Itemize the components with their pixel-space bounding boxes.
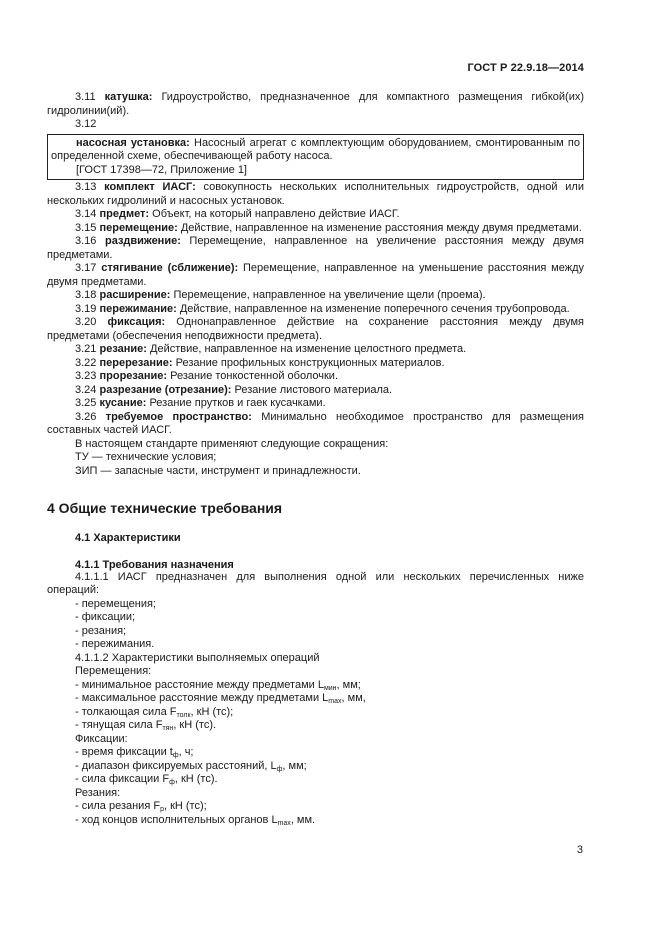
- definition-3-19: 3.19 пережимание: Действие, направленное на изменение поперечного сечения трубопровода.: [75, 302, 570, 315]
- cutting-title: Резания:: [75, 786, 121, 799]
- definition-3-22: 3.22 перерезание: Резание профильных конструкционных материалов.: [75, 356, 445, 369]
- cutting-item: - сила резания $F_р$, кН (тс);: [75, 800, 207, 813]
- definition-3-20: 3.20 фиксация: Однонаправленное действие на сохранение расстояния между двумя предметами (обеспечения неподвижности предмета).: [47, 316, 584, 342]
- abbreviations-intro: В настоящем стандарте применяют следующие сокращения:: [75, 437, 389, 450]
- definition-3-21: 3.21 резание: Действие, направленное на изменение целостного предмета.: [75, 343, 467, 355]
- definition-3-16: 3.16 раздвижение: Перемещение, направленное на увеличение расстояния между двумя предметами.: [47, 235, 584, 261]
- definition-3-23: 3.23 прорезание: Резание тонкостенной оболочки.: [75, 370, 338, 382]
- fixation-item: - диапазон фиксируемых расстояний, $L_ф$, мм;: [75, 759, 307, 773]
- definition-3-25: 3.25 кусание: Резание прутков и гаек кусачками.: [75, 397, 326, 409]
- movement-item: - минимальное расстояние между предметами $L_{мин}$, мм;: [75, 678, 361, 692]
- movement-title: Перемещения:: [75, 665, 152, 677]
- cutting-item: - ход концов исполнительных органов $L_{max}$, мм.: [75, 813, 316, 827]
- movement-item: - максимальное расстояние между предметами $L_{max}$, мм,: [75, 692, 366, 705]
- movement-item: - тянущая сила $F_{тян}$, кН (тс).: [75, 719, 217, 732]
- boxed-definition: насосная установка: Насосный агрегат с комплектующим оборудованием, смонтированным по определенной схеме, обеспечивающей работу насоса.: [51, 136, 580, 162]
- operation-item: - резания;: [75, 624, 127, 637]
- abbreviation-item: ТУ — технические условия;: [75, 451, 217, 463]
- definition-3-18: 3.18 расширение: Перемещение, направленное на увеличение щели (проема).: [75, 289, 486, 301]
- fixation-item: - сила фиксации $F_ф$, кН (тс).: [75, 773, 218, 786]
- section-4-heading: 4 Общие технические требования: [47, 500, 283, 516]
- movement-item: - толкающая сила $F_{толк}$, кН (тс);: [75, 705, 234, 719]
- definition-3-17: 3.17 стягивание (сближение): Перемещение, направленное на уменьшение расстояния между двумя предметами.: [47, 262, 584, 288]
- page-number: 3: [576, 844, 583, 856]
- abbreviation-item: ЗИП — запасные части, инструмент и принадлежности.: [75, 464, 361, 477]
- paragraph-4-1-1-1: 4.1.1.1 ИАСГ предназначен для выполнения одной или нескольких перечисленных ниже операций:: [47, 570, 584, 596]
- operation-item: - перемещения;: [75, 597, 156, 610]
- paragraph-4-1-1-2: 4.1.1.2 Характеристики выполняемых операций: [75, 651, 320, 664]
- definition-3-14: 3.14 предмет: Объект, на который направлено действие ИАСГ.: [75, 208, 400, 220]
- operation-item: - фиксации;: [75, 611, 136, 623]
- section-4-1-heading: 4.1 Характеристики: [75, 532, 181, 544]
- definition-3-15: 3.15 перемещение: Действие, направленное на изменение расстояния между двумя предметами.: [75, 221, 582, 234]
- quoted-definition-box: [47, 134, 584, 181]
- section-4-1-1-heading: 4.1.1 Требования назначения: [75, 558, 234, 571]
- operation-item: - пережимания.: [75, 638, 155, 650]
- fixation-item: - время фиксации $t_ф$, ч;: [75, 746, 194, 759]
- definition-3-13: 3.13 комплект ИАСГ: совокупность нескольких исполнительных гидроустройств, одной или нескольких гидролиний и насосных установок.: [47, 181, 584, 207]
- standard-header: ГОСТ Р 22.9.18—2014: [467, 62, 584, 74]
- definition-3-12-number: 3.12: [75, 118, 97, 130]
- fixation-title: Фиксации:: [75, 732, 128, 745]
- page-content: [47, 91, 584, 827]
- boxed-reference: [ГОСТ 17398—72, Приложение 1]: [76, 163, 247, 176]
- definition-3-24: 3.24 разрезание (отрезание): Резание листового материала.: [75, 383, 393, 396]
- definition-3-11: 3.11 катушка: Гидроустройство, предназначенное для компактного размещения гибкой(их) гидролинии(ий).: [47, 91, 585, 117]
- definition-3-26: 3.26 требуемое пространство: Минимально необходимое пространство для размещения составных частей ИАСГ.: [47, 410, 584, 436]
